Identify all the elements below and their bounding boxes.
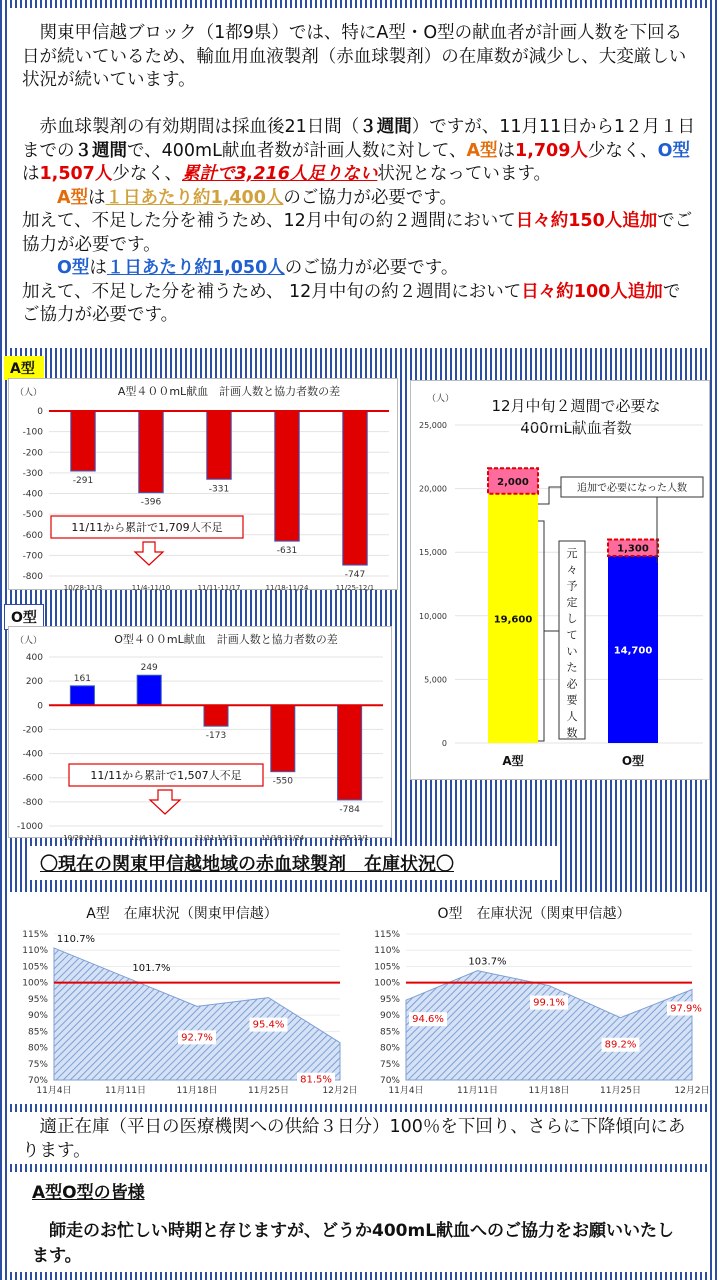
x-tick-label: 11月4日 [388,1086,424,1096]
x-tick-label: 11/11-11/17 [197,584,241,592]
callout-char: 定 [566,595,578,609]
x-tick-label: 11/25-12/1 [335,584,375,592]
chart-title: 12月中旬２週間で必要な [491,397,661,415]
x-tick-label: 11/11-11/17 [194,834,238,842]
intro-text: 関東甲信越ブロック（1都9県）では、特にA型・O型の献血者が計画人数を下回る日が続いているため、輸血用血液製剤（赤血球製剤）の在庫数が減少し、大変厳しい状況が続いています。 [22,23,687,90]
data-label: 2,000 [497,476,529,488]
x-tick-label: O型 [621,754,645,768]
stock-note: 適正在庫（平日の医療機関への供給３日分）100％を下回り、さらに下降傾向にあります。 [22,1117,686,1161]
y-tick-label: -1000 [16,822,43,832]
y-tick-label: -600 [22,530,43,541]
a-daily-need: １日あたり約1,400人 [105,187,284,208]
data-label: -291 [72,476,94,487]
chart-o-svg [9,627,391,842]
y-tick-label: 70% [27,1076,48,1086]
callout-char: 数 [566,726,578,740]
y-tick-label: 110% [22,946,48,957]
section-title-box [30,846,560,880]
y-tick-label: 0 [441,739,447,748]
y-tick-label: 100% [374,978,400,989]
text: 少なく、 [112,164,183,184]
type-o-paragraph [22,257,696,328]
callout-text: 追加で必要になった人数 [577,483,687,494]
text: 加えて、不足した分を補うため、12月中旬の約２週間において [22,211,516,231]
y-tick-label: 0 [37,407,43,417]
data-label: 249 [140,663,158,674]
y-tick-label: 95% [379,994,400,1005]
down-arrow-icon [135,542,163,565]
text: 加えて、不足した分を補うため、 12月中旬の約２週間において [22,281,522,302]
intro-panel [8,8,708,348]
y-tick-label: 90% [27,1011,48,1022]
x-tick-label: 12月2日 [674,1086,710,1096]
bar [275,411,299,541]
chart-title: 400mL献血者数 [520,419,632,437]
closing-body: 師走のお忙しい時期と存じますが、どうか400mL献血へのご協力をお願いいたします。 [32,1221,675,1266]
text: のご協力が必要です。 [283,187,458,208]
bar [338,705,362,800]
y-tick-label: 75% [27,1059,48,1070]
data-label: 94.6% [412,1014,444,1026]
data-label: -631 [276,546,298,557]
chart-o-diff [8,626,392,842]
text: 赤血球製剤の有効期間は採血後21日間（ [39,117,360,137]
y-tick-label: 110% [374,946,400,957]
stock-note-panel [8,1112,708,1164]
data-label: -396 [140,497,162,508]
bar [271,705,295,771]
section-title: 〇現在の関東甲信越地域の赤血球製剤 在庫状況〇 [40,854,454,875]
data-label: 99.1% [533,997,565,1009]
y-tick-label: 75% [379,1059,400,1070]
y-tick-label: -100 [22,427,43,438]
text: は [89,258,107,278]
text: のご協力が必要です。 [284,258,459,278]
y-tick-label: -400 [22,749,43,760]
down-arrow-icon [150,790,180,814]
callout-char: 必 [566,677,578,691]
data-label: -747 [344,570,366,581]
y-tick-label: -700 [22,551,43,562]
x-tick-label: 11月18日 [528,1086,570,1096]
data-label: -550 [272,776,294,787]
y-tick-label: 80% [379,1043,400,1054]
y-unit-label: （人） [427,394,455,404]
y-tick-label: 20,000 [419,484,447,494]
y-tick-label: 105% [374,962,400,973]
data-label: -173 [205,731,227,742]
data-label: 161 [73,673,91,684]
closing-heading: A型O型の皆様 [32,1183,145,1203]
x-tick-label: 11/4-11/10 [131,584,171,592]
y-tick-label: 70% [379,1076,400,1086]
y-tick-label: 115% [374,930,400,940]
y-tick-label: 80% [27,1043,48,1054]
type-a-paragraph [22,187,696,258]
o-shortage-count: 1,507人 [39,164,113,184]
text: でご協力が必要です。 [22,281,681,325]
y-tick-label: 400 [25,653,43,663]
stock-o-chart [362,892,710,1102]
stock-area [54,948,340,1080]
data-label: 101.7% [132,963,171,975]
chart-needed-svg [411,381,709,779]
y-tick-label: 10,000 [419,611,447,621]
y-tick-label: -600 [22,773,43,784]
callout-char: た [566,661,578,675]
y-tick-label: 0 [37,701,43,712]
data-label: 14,700 [613,645,653,657]
x-tick-label: 11月11日 [105,1086,146,1096]
text: 少なく、 [587,140,658,161]
y-tick-label: -400 [22,489,43,500]
text: は [497,140,516,161]
text: 状況となっています。 [377,164,551,184]
y-tick-label: 105% [22,962,48,973]
x-tick-label: A型 [502,754,524,768]
bar [207,411,231,479]
callout-char: 要 [566,693,578,707]
data-label: 81.5% [300,1074,332,1086]
y-tick-label: 15,000 [419,548,447,558]
closing-panel [10,1172,708,1272]
x-tick-label: 11月18日 [176,1086,218,1096]
data-label: 110.7% [56,933,96,945]
x-tick-label: 11/25-12/1 [330,834,369,842]
chart-a-diff [8,378,398,590]
shortage-paragraph [22,116,696,187]
x-tick-label: 11月25日 [248,1086,289,1096]
y-tick-label: -200 [22,725,43,736]
y-tick-label: -500 [22,510,43,521]
x-tick-label: 10/28-11/3 [63,834,102,842]
text: は [88,187,106,208]
y-unit-label: （人） [15,636,43,646]
text: ３週間 [359,117,412,137]
x-tick-label: 11月25日 [600,1086,641,1096]
o-daily-need: １日あたり約1,050人 [106,258,285,278]
callout-char: 々 [566,563,578,577]
callout-char: 元 [566,547,578,560]
bar [71,411,95,471]
bar [137,675,161,705]
callout-line [538,487,561,504]
callout-char: い [566,644,578,658]
x-tick-label: 11/18-11/24 [261,834,305,842]
text: でご協力が必要です。 [22,211,693,255]
y-tick-label: 200 [25,677,43,688]
bar [70,686,94,705]
chart-needed [410,380,710,780]
y-tick-label: 85% [27,1027,48,1038]
y-tick-label: -800 [22,797,43,808]
x-tick-label: 11/18-11/24 [265,584,309,592]
y-tick-label: 85% [379,1027,400,1038]
y-tick-label: 90% [379,1011,400,1022]
stock-charts-panel [10,892,710,1104]
a-extra-need: 日々約150人追加 [515,211,658,231]
y-unit-label: （人） [15,388,43,398]
y-tick-label: 5,000 [424,675,447,685]
type-o-label: O型 [57,258,90,278]
x-tick-label: 11月4日 [36,1086,72,1096]
intro-paragraph [22,22,696,102]
data-label: -331 [208,484,230,495]
callout-char: 人 [566,710,578,723]
y-tick-label: 100% [22,978,48,989]
total-shortage: 累計で3,216人足りない [182,164,378,184]
data-label: 92.7% [181,1032,213,1044]
text: で、400mL献血者数が計画人数に対して、 [127,140,467,161]
bar [204,705,228,726]
data-label: 19,600 [493,614,533,626]
type-a-label: A型 [57,187,89,208]
chart-a-svg [9,379,397,592]
y-tick-label: 115% [22,930,48,940]
callout-char: し [566,612,578,626]
chart-title: O型４００mL献血 計画人数と協力者数の差 [114,633,338,646]
stock-area [406,971,692,1080]
data-label: -784 [339,804,360,815]
callout-char: て [566,628,578,642]
type-a-label: A型 [466,140,498,161]
chart-title: A型 在庫状況（関東甲信越） [86,906,278,922]
y-tick-label: -200 [22,448,43,459]
x-tick-label: 10/28-11/3 [63,584,103,592]
data-label: 97.9% [670,1003,702,1015]
annotation-text: 11/11から累計で1,709人不足 [71,521,223,534]
a-shortage-count: 1,709人 [515,140,588,161]
bar [343,411,367,565]
chart-title: A型４００mL献血 計画人数と協力者数の差 [117,385,341,398]
o-extra-need: 日々約100人追加 [521,281,663,302]
bracket-line [538,521,544,741]
bar [139,411,163,493]
data-label: 95.4% [252,1019,285,1031]
y-tick-label: 25,000 [419,421,447,430]
chart-title: O型 在庫状況（関東甲信越） [437,906,631,922]
x-tick-label: 12月2日 [322,1086,358,1096]
stock-a-chart [10,892,358,1102]
text: は [22,164,40,184]
type-o-label: O型 [657,140,690,161]
data-label: 1,300 [617,543,649,555]
y-tick-label: 95% [27,994,48,1005]
y-tick-label: -800 [22,572,43,582]
data-label: 89.2% [604,1039,637,1051]
type-a-tag: A型 [4,356,44,380]
y-tick-label: -300 [22,468,43,479]
text: ３週間 [74,140,127,161]
data-label: 103.7% [468,956,507,968]
x-tick-label: 11/4-11/10 [129,834,169,842]
text: ）ですが、11月11日から1２月１日までの [22,117,695,161]
annotation-text: 11/11から累計で1,507人不足 [90,769,242,782]
type-o-tag: O型 [4,604,44,630]
callout-char: 予 [566,579,578,593]
x-tick-label: 11月11日 [457,1086,498,1096]
